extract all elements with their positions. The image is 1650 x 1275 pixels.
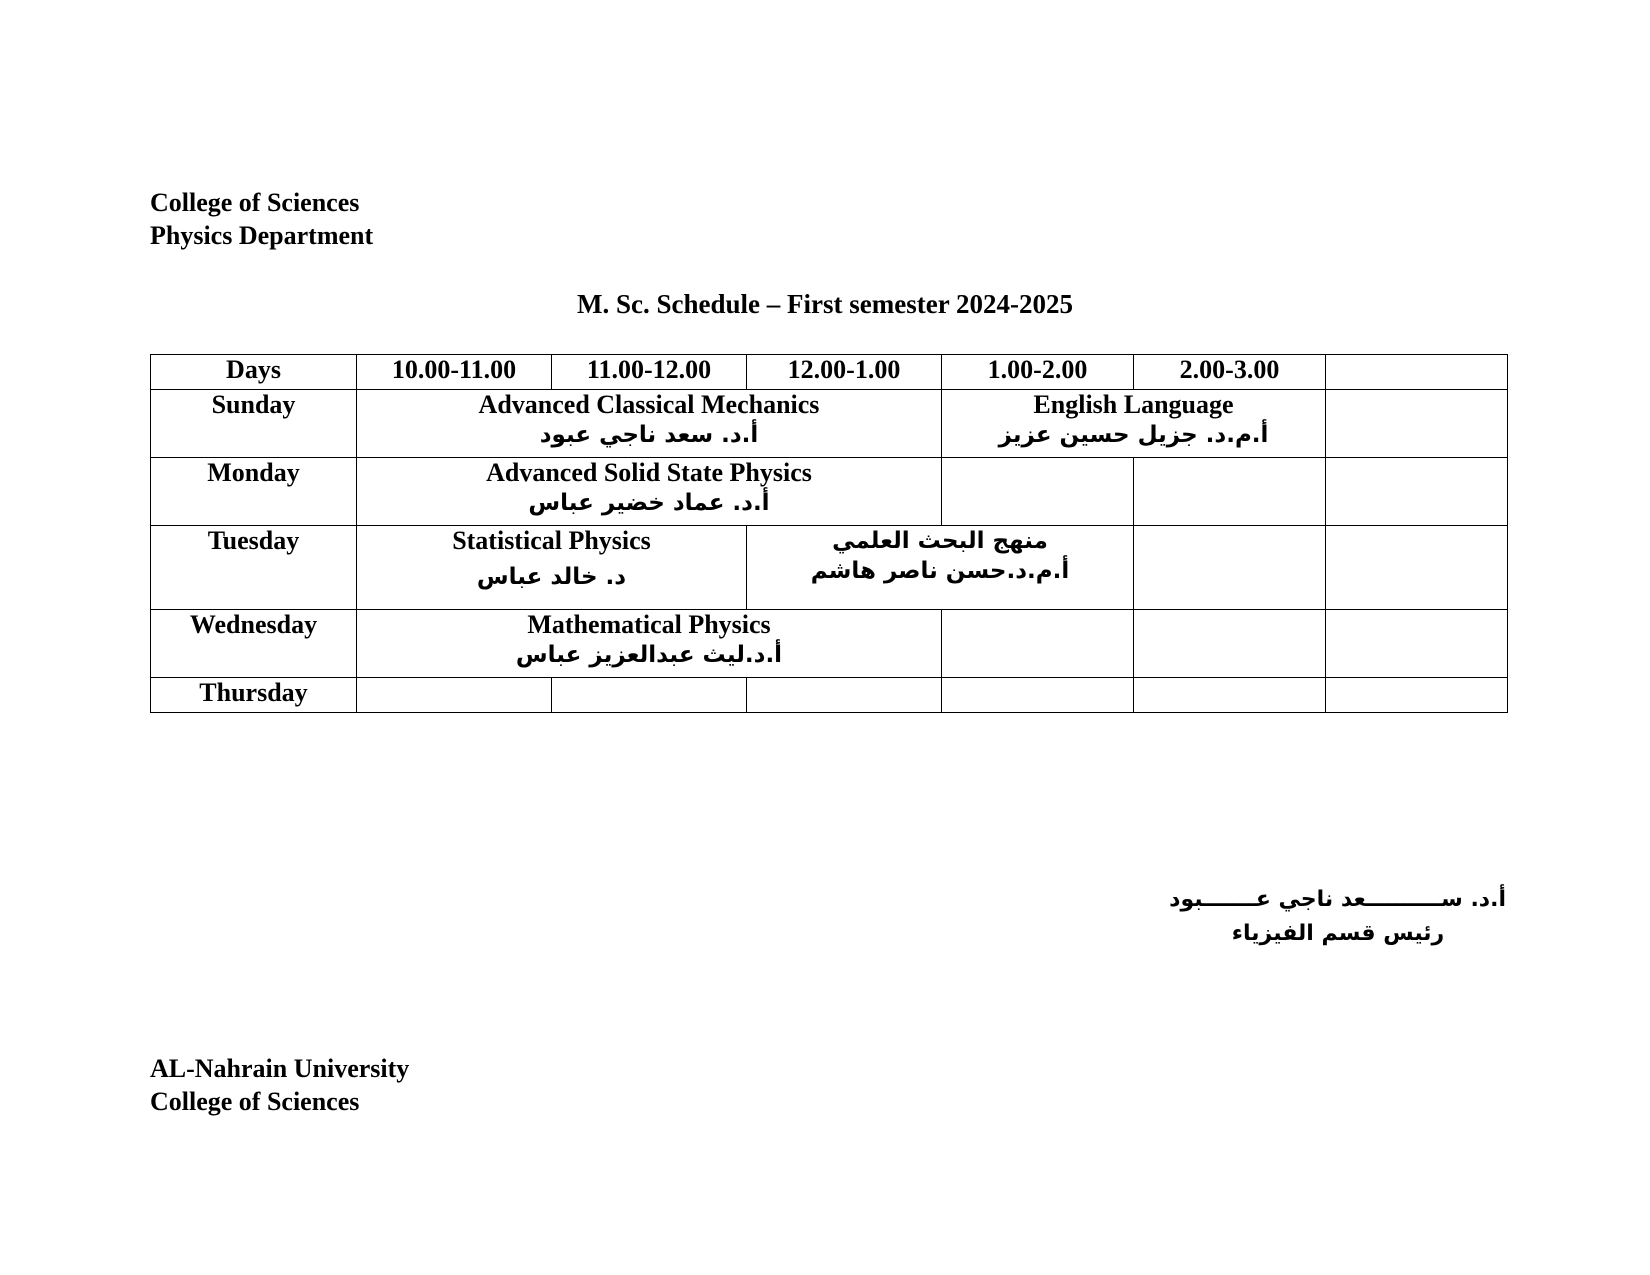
- column-header-slot-3: 12.00-1.00: [747, 355, 942, 390]
- empty-cell: [1134, 678, 1326, 713]
- empty-cell: [1326, 458, 1508, 526]
- column-header-slot-4: 1.00-2.00: [942, 355, 1134, 390]
- footer-college-name: College of Sciences: [150, 1087, 360, 1116]
- course-name: منهج البحث العلمي: [832, 528, 1048, 554]
- table-row-monday: [151, 458, 1508, 526]
- schedule-table: [150, 354, 1508, 713]
- teacher-name: أ.د. سعد ناجي عبود: [539, 422, 759, 448]
- table-row-tuesday: [151, 526, 1508, 610]
- teacher-name: أ.م.د.حسن ناصر هاشم: [810, 558, 1070, 584]
- empty-cell: [1326, 390, 1508, 458]
- empty-cell: [942, 458, 1134, 526]
- column-header-days: Days: [151, 355, 357, 390]
- course-cell: [942, 390, 1326, 458]
- course-name: Advanced Classical Mechanics: [478, 390, 820, 419]
- course-name: English Language: [1033, 390, 1234, 419]
- course-cell: [747, 526, 1134, 610]
- column-header-slot-5: 2.00-3.00: [1134, 355, 1326, 390]
- empty-cell: [747, 678, 942, 713]
- page-title: M. Sc. Schedule – First semester 2024-2025: [577, 289, 1073, 319]
- course-name: Advanced Solid State Physics: [486, 458, 812, 487]
- signature-block: [1100, 883, 1506, 951]
- table-row-thursday: [151, 678, 1508, 713]
- university-name: AL-Nahrain University: [150, 1054, 410, 1083]
- empty-cell: [552, 678, 747, 713]
- course-name: Statistical Physics: [452, 526, 651, 555]
- teacher-name: أ.د.ليث عبدالعزيز عباس: [515, 642, 783, 668]
- course-cell: [357, 526, 747, 610]
- empty-cell: [1134, 458, 1326, 526]
- empty-cell: [1326, 678, 1508, 713]
- empty-cell: [1326, 610, 1508, 678]
- day-cell-tuesday: Tuesday: [151, 526, 357, 610]
- teacher-name: د. خالد عباس: [476, 564, 627, 590]
- column-header-empty: [1326, 355, 1508, 390]
- signatory-name: أ.د. ســــــــــعد ناجي عـــــــبود: [1169, 887, 1506, 912]
- column-header-slot-1: 10.00-11.00: [357, 355, 552, 390]
- header-block: [150, 186, 373, 252]
- footer-block: [150, 1052, 409, 1118]
- empty-cell: [1326, 526, 1508, 610]
- teacher-name: أ.د. عماد خضير عباس: [528, 490, 770, 516]
- course-cell: [357, 390, 942, 458]
- table-row-wednesday: [151, 610, 1508, 678]
- empty-cell: [1134, 526, 1326, 610]
- course-cell: [357, 458, 942, 526]
- column-header-slot-2: 11.00-12.00: [552, 355, 747, 390]
- empty-cell: [942, 610, 1134, 678]
- signatory-title: رئيس قسم الفيزياء: [1231, 921, 1445, 946]
- college-name: College of Sciences: [150, 188, 360, 217]
- table-row-sunday: [151, 390, 1508, 458]
- day-cell-wednesday: Wednesday: [151, 610, 357, 678]
- day-cell-thursday: Thursday: [151, 678, 357, 713]
- empty-cell: [942, 678, 1134, 713]
- course-cell: [357, 610, 942, 678]
- empty-cell: [357, 678, 552, 713]
- empty-cell: [1134, 610, 1326, 678]
- day-cell-monday: Monday: [151, 458, 357, 526]
- day-cell-sunday: Sunday: [151, 390, 357, 458]
- header-row: [151, 355, 1508, 390]
- course-name: Mathematical Physics: [527, 610, 771, 639]
- teacher-name: أ.م.د. جزيل حسين عزيز: [998, 422, 1269, 448]
- department-name: Physics Department: [150, 221, 374, 250]
